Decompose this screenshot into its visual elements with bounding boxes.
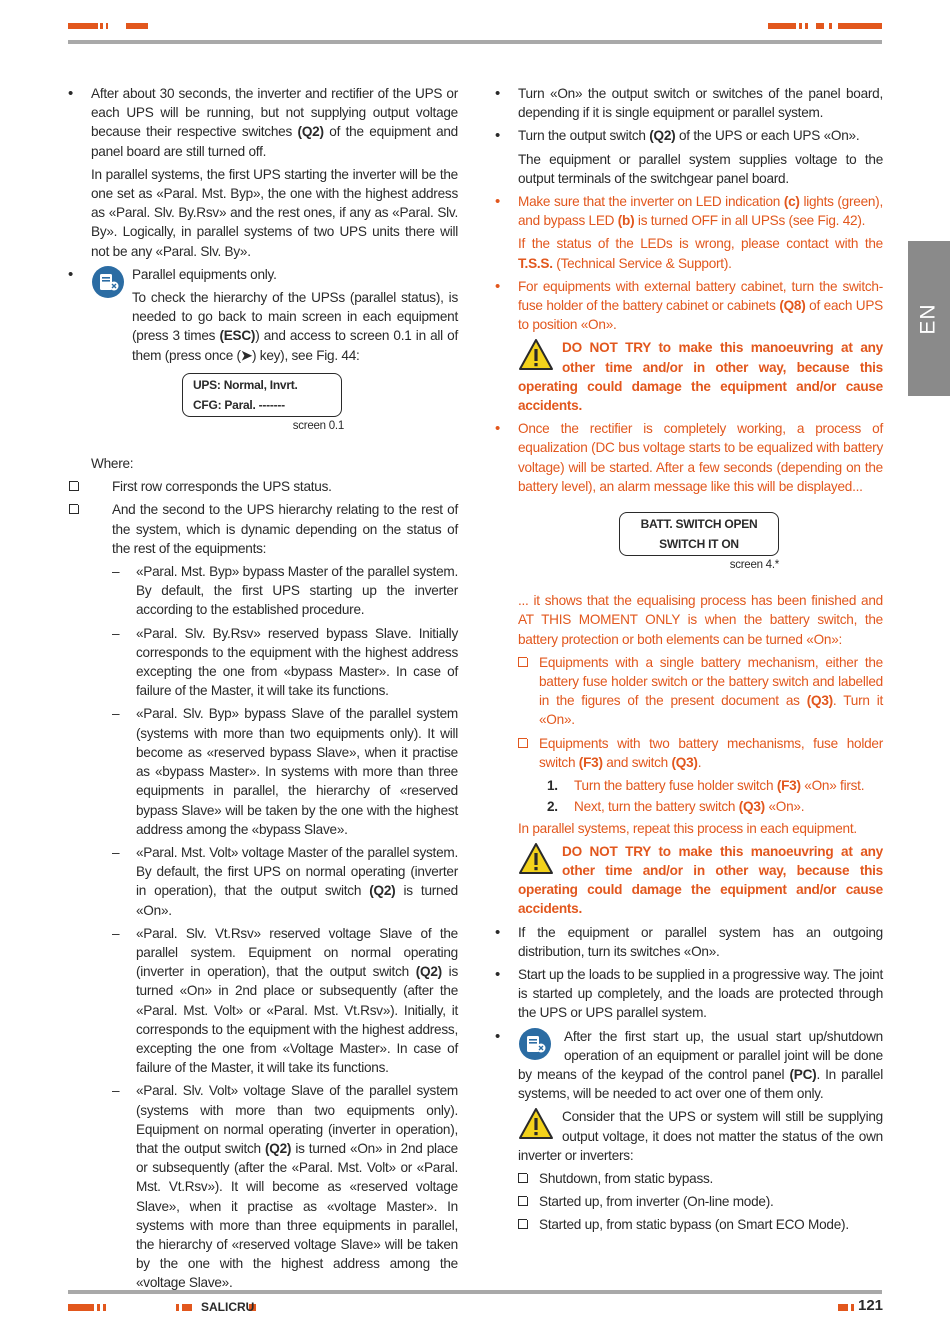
warning-icon: [518, 338, 556, 374]
paragraph-parallel-only: • Parallel equipments only.: [68, 265, 458, 284]
list-item-startup-bypass: Started up, from static bypass (on Smart ECO Mode).: [495, 1215, 883, 1234]
paragraph-start-loads: • Start up the loads to be supplied in a progressive way. The joint is started up completely, and the loads are protected through the UPS or UPS parallel system.: [495, 965, 883, 1023]
paragraph-equalising-finished: ... it shows that the equalising process has been finished and AT THIS MOMENT ONLY is when the battery switch, the battery protection or both elements can be turned «On»:: [518, 593, 883, 647]
paragraph-led-check: • Make sure that the inverter on LED indication (c) lights (green), and bypass LED (b) is turned OFF in all UPSs (see Fig. 42).: [495, 192, 883, 230]
page-number: 121: [858, 1297, 884, 1314]
paragraph-equalization: • Once the rectifier is completely working, a process of equalization (DC bus voltage starts to be equalized with battery voltage) will be started. After a few seconds (depending on the battery level), an alarm message like this will be displayed...: [495, 419, 883, 496]
paragraph-outgoing-distribution: • If the equipment or parallel system has an outgoing distribution, turn its switches «On».: [495, 923, 883, 961]
list-item-first-row: First row corresponds the UPS status.: [68, 477, 458, 496]
screen-0-1-line1: UPS: Normal, Invrt.: [193, 377, 298, 392]
screen-4-line2: SWITCH IT ON: [659, 537, 739, 552]
dash-item-slv-byp: – «Paral. Slv. Byp» bypass Slave of the parallel system (systems with more than two equipments only). It will become as «reserved bypass Slave», when it practise as «bypass Master». In systems with more than three equipments in parallel, the hierarchy of «reserved bypass Slave» will be taken by the one with the highest address among the «bypass Slave».: [68, 704, 458, 838]
paragraph-parallel-hierarchy: In parallel systems, the first UPS starting the inverter will be the one set as «Paral. Mst. Byp», the one with the highest address as «Paral. Slv. By.Rsv» and the rest ones, if any as «Paral. Slv. By». Logically, in parallel systems of two UPS units there will not be any «Paral. Slv. By».: [91, 166, 458, 259]
paragraph-battery-cabinet: • For equipments with external battery cabinet, turn the switch-fuse holder of the battery cabinet or cabinets (Q8) of each UPS to position «On».: [495, 277, 883, 335]
language-tab-label: EN: [917, 302, 940, 335]
paragraph-still-supplying: Consider that the UPS or system will still be supplying output voltage, it does not matter the status of the own inverter or inverters:: [518, 1109, 883, 1163]
paragraph-output-switch-q2: • Turn the output switch (Q2) of the UPS or each UPS «On».: [495, 126, 883, 145]
list-item-single-battery: Equipments with a single battery mechanism, either the battery fuse holder switch or the battery switch and labelled in the figures of the present document as (Q3). Turn it «On».: [495, 653, 883, 730]
manual-info-icon: [518, 1027, 556, 1063]
warning-block-2: DO NOT TRY to make this manoeuvring at any other time and/or in other way, because this operating could damage the equipment and/or cause accidents.: [518, 843, 883, 917]
where-label: Where:: [91, 456, 134, 472]
paragraph-usual-startup: • After the first start up, the usual start up/shutdown operation of an equipment or parallel joint will be done by means of the keypad of the control panel (PC). In parallel systems, will be needed to act over one of them only.: [495, 1027, 883, 1104]
paragraph-output-switch-panel: • Turn «On» the output switch or switches of the panel board, depending if it is single equipment or parallel system.: [495, 84, 883, 122]
step-1: 1. Turn the battery fuse holder switch (F3) «On» first.: [547, 778, 865, 794]
screen-0-1-box: [182, 373, 342, 417]
list-item-startup-inverter: Started up, from inverter (On-line mode).: [495, 1192, 883, 1211]
paragraph-supplies-voltage: The equipment or parallel system supplies voltage to the output terminals of the switchgear panel board.: [518, 151, 883, 186]
screen-0-1: [182, 373, 342, 436]
dash-item-slv-vt-rsv: – «Paral. Slv. Vt.Rsv» reserved voltage Slave of the parallel system. Equipment on normal operating (inverter in operation), that the output switch (Q2) is turned «On» in 2nd place or subsequently (after the «Paral. Mst. Volt» or «Paral. Mst. Vt.Rsv»). Initially, it corresponds to the equipment with the highest address, excepting the one from «Voltage Master». In case of failure of the Master, it will take its functions.: [68, 924, 458, 1078]
warning-icon: [518, 1107, 556, 1143]
paragraph-contact-tss: If the status of the LEDs is wrong, please contact with the T.S.S. (Technical Service & Support).: [518, 236, 883, 271]
screen-4-line1: BATT. SWITCH OPEN: [640, 517, 758, 532]
list-item-two-battery: Equipments with two battery mechanisms, fuse holder switch (F3) and switch (Q3).: [495, 734, 883, 772]
footer-brand: SALICRU: [201, 1300, 255, 1314]
paragraph-inverter-running: • After about 30 seconds, the inverter and rectifier of the UPS or each UPS will be running, but not supplying output voltage because their respective switches (Q2) of the equipment and panel board are still turned off.: [68, 84, 458, 161]
screen-4-box: [619, 512, 779, 556]
right-column: [495, 84, 883, 1239]
language-tab: [908, 241, 950, 396]
list-item-second-row: And the second to the UPS hierarchy relating to the rest of the system, which is dynamic depending on the status of the rest of the equipments:: [68, 500, 458, 558]
header-rule: [68, 40, 882, 44]
left-column: [68, 84, 458, 1297]
dash-item-mst-byp: – «Paral. Mst. Byp» bypass Master of the parallel system. By default, the first UPS starting up the inverter according to the established procedure.: [68, 562, 458, 620]
step-2: 2. Next, turn the battery switch (Q3) «On».: [547, 799, 805, 815]
list-item-shutdown-bypass: Shutdown, from static bypass.: [495, 1169, 883, 1188]
warning-block-1: DO NOT TRY to make this manoeuvring at any other time and/or in other way, because this operating could damage the equipment and/or cause accidents.: [518, 340, 883, 414]
warning-icon: [518, 842, 556, 878]
paragraph-check-hierarchy: To check the hierarchy of the UPSs (parallel status), is needed to go back to main screen in each equipment (press 3 times (ESC)) and access to screen 0.1 in all of them (press once (➤) key), see Fig. 44:: [132, 290, 458, 363]
dash-item-slv-volt: – «Paral. Slv. Volt» voltage Slave of the parallel system (systems with more than two equipments only). Equipment on normal operating (inverter in operation), that the output switch (Q2) is turned «On» in 2nd place or subsequently (after the «Paral. Mst. Volt» or «Paral. Mst. Vt.Rsv»). It will become as «reserved voltage Slave», when it practise as «voltage Master». In systems with more than three equipments in parallel, the hierarchy of «reserved voltage Slave» will be taken by the one with the highest address among the «voltage Slave».: [68, 1081, 458, 1292]
screen-4-caption: screen 4.*: [729, 559, 779, 572]
screen-0-1-caption: screen 0.1: [292, 419, 344, 432]
paragraph-repeat-parallel: In parallel systems, repeat this process in each equipment.: [518, 820, 857, 836]
dash-item-slv-by-rsv: – «Paral. Slv. By.Rsv» reserved bypass Slave. Initially corresponds to the equipment with the highest address excepting the one from «bypass Master». In case of failure of the Master, it will take its functions.: [68, 624, 458, 701]
dash-item-mst-volt: – «Paral. Mst. Volt» voltage Master of the parallel system. By default, the first UPS on normal operating (inverter in operation), that the output switch (Q2) is turned «On».: [68, 843, 458, 920]
screen-0-1-line2: CFG: Paral. -------: [193, 397, 285, 412]
screen-4: [619, 512, 779, 575]
